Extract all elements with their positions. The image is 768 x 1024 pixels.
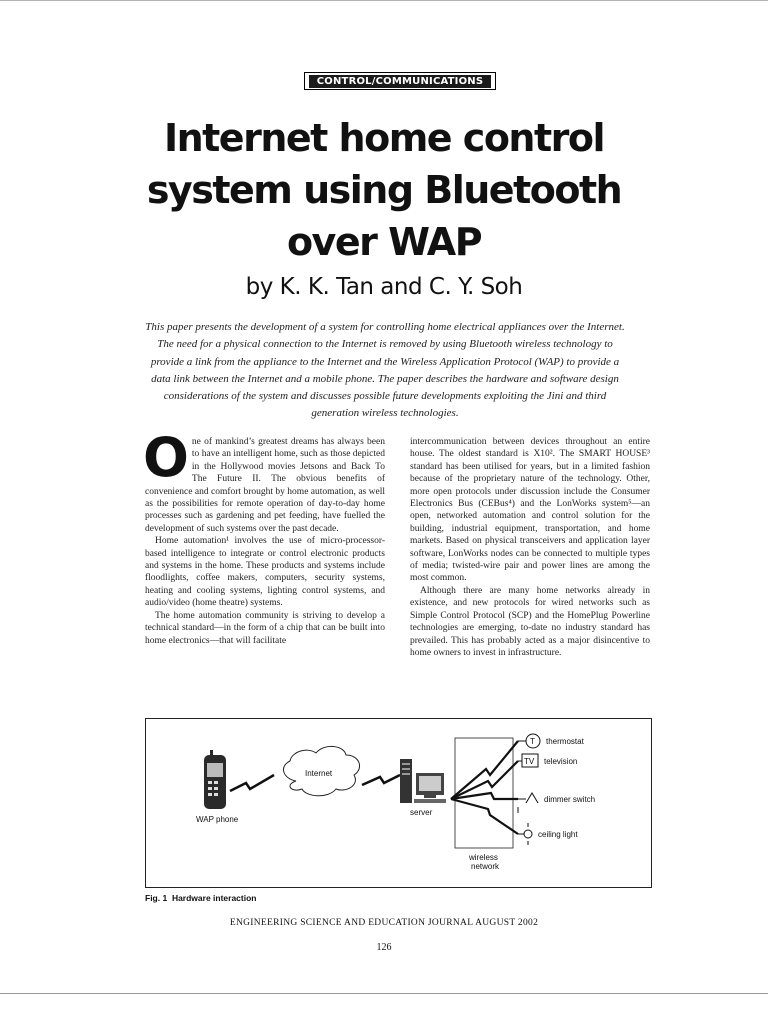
figure-caption: [145, 893, 257, 903]
title-line-1: Internet home control: [163, 116, 605, 160]
top-border-line: [0, 0, 768, 1]
paragraph-2: Home automation¹ involves the use of micro-processor-based intelligence to integrate or control electronic products and systems in the home. These products and systems include floodlights, coffee makers, computers, security systems, heating and cooling systems, lighting control systems, and audio/video (home theatre) systems.: [145, 536, 385, 609]
paragraph-4: intercommunication between devices throughout an entire house. The oldest standard is X10². The SMART HOUSE³ standard has been utilised for years, but in a limited fashion because of the proprietary nature of the technology. Other, more open protocols under discussion include the Consumer Electronics Bus (CEBus⁴) and the LonWorks system⁵—an open, networked automation and control solution for the building, industrial equipment, transportation, and home markets. Based on physical transceivers and application layer software, LonWorks nodes can be connected to multiple types of media; twisted-wire pair and power lines are among the most common.: [410, 437, 650, 584]
label-wireless: wireless: [469, 853, 498, 862]
hardware-interaction-diagram: [146, 719, 651, 887]
label-wap-phone: WAP phone: [196, 815, 239, 824]
label-server: server: [410, 808, 433, 817]
title-line-2: system using Bluetooth: [146, 168, 622, 212]
caption-number: Fig. 1: [145, 893, 168, 903]
lightning-internet-to-server-icon: [362, 775, 400, 785]
dimmer-switch-device-icon: [518, 793, 538, 813]
title-line-3: over WAP: [286, 220, 482, 264]
journal-footer: ENGINEERING SCIENCE AND EDUCATION JOURNAL AUGUST 2002: [229, 918, 539, 928]
abstract: This paper presents the development of a system for controlling home electrical appliances over the Internet. The need for a physical connection to the Internet is removed by using Bluetooth wireless technology to provide a link from the appliance to the Internet and the Wireless Application Protocol (WAP) to provide a data link between the Internet and a mobile phone. The paper describes the hardware and software design considerations of the system and discusses possible future developments exploiting the Jini and third generation wireless technologies.: [145, 321, 625, 420]
radio-links-icon: [451, 741, 518, 834]
paragraph-3: The home automation community is striving to develop a technical standard—in the form of a chip that can be built into home electronics—that will facilitate: [145, 610, 385, 646]
television-device-icon: [518, 754, 538, 767]
tv-symbol: TV: [524, 757, 535, 766]
bottom-border-line: [0, 993, 768, 994]
thermostat-symbol: T: [530, 737, 535, 746]
paragraph-5: Although there are many home networks already in existence, and new protocols for wired networks such as Simple Control Protocol (SCP) and the HomePlug Powerline technologies are emerging, to-date no industry standard has prevailed. This has probably acted as a major disincentive to home owners to invest in infrastructure.: [410, 585, 650, 658]
ceiling-light-device-icon: [518, 823, 532, 845]
wap-phone-icon: [204, 750, 226, 809]
label-internet: Internet: [305, 769, 333, 778]
server-icon: [400, 759, 446, 803]
figure-1: [145, 718, 652, 888]
paragraph-1-text: ne of mankind’s greatest dreams has always been to have an intelligent home, such as those depicted in the Hollywood movies Jetsons and Back To The Future II. The obvious benefits of convenience and comfort brought by home automation, as well as the possibilities for remote operation of day-to-day home processes such as gardening and pet feeding, have fuelled the development of such systems over the past decade.: [145, 437, 385, 534]
caption-text: Hardware interaction: [171, 893, 257, 903]
paragraph-1: [143, 426, 385, 535]
label-thermostat: thermostat: [546, 737, 584, 746]
drop-cap: O: [143, 426, 189, 489]
label-ceiling-light: ceiling light: [538, 830, 578, 839]
byline: by K. K. Tan and C. Y. Soh: [245, 274, 523, 300]
label-network: network: [471, 862, 500, 871]
section-tag-label: CONTROL/COMMUNICATIONS: [309, 75, 492, 88]
label-dimmer-switch: dimmer switch: [544, 795, 596, 804]
body-column-left: [143, 426, 385, 647]
article-title: [110, 112, 658, 268]
body-column-right: [410, 436, 650, 659]
page-number: 126: [376, 942, 392, 953]
section-tag: [304, 72, 496, 90]
label-television: television: [544, 757, 578, 766]
lightning-phone-to-internet-icon: [230, 775, 274, 791]
thermostat-device-icon: [518, 734, 540, 748]
